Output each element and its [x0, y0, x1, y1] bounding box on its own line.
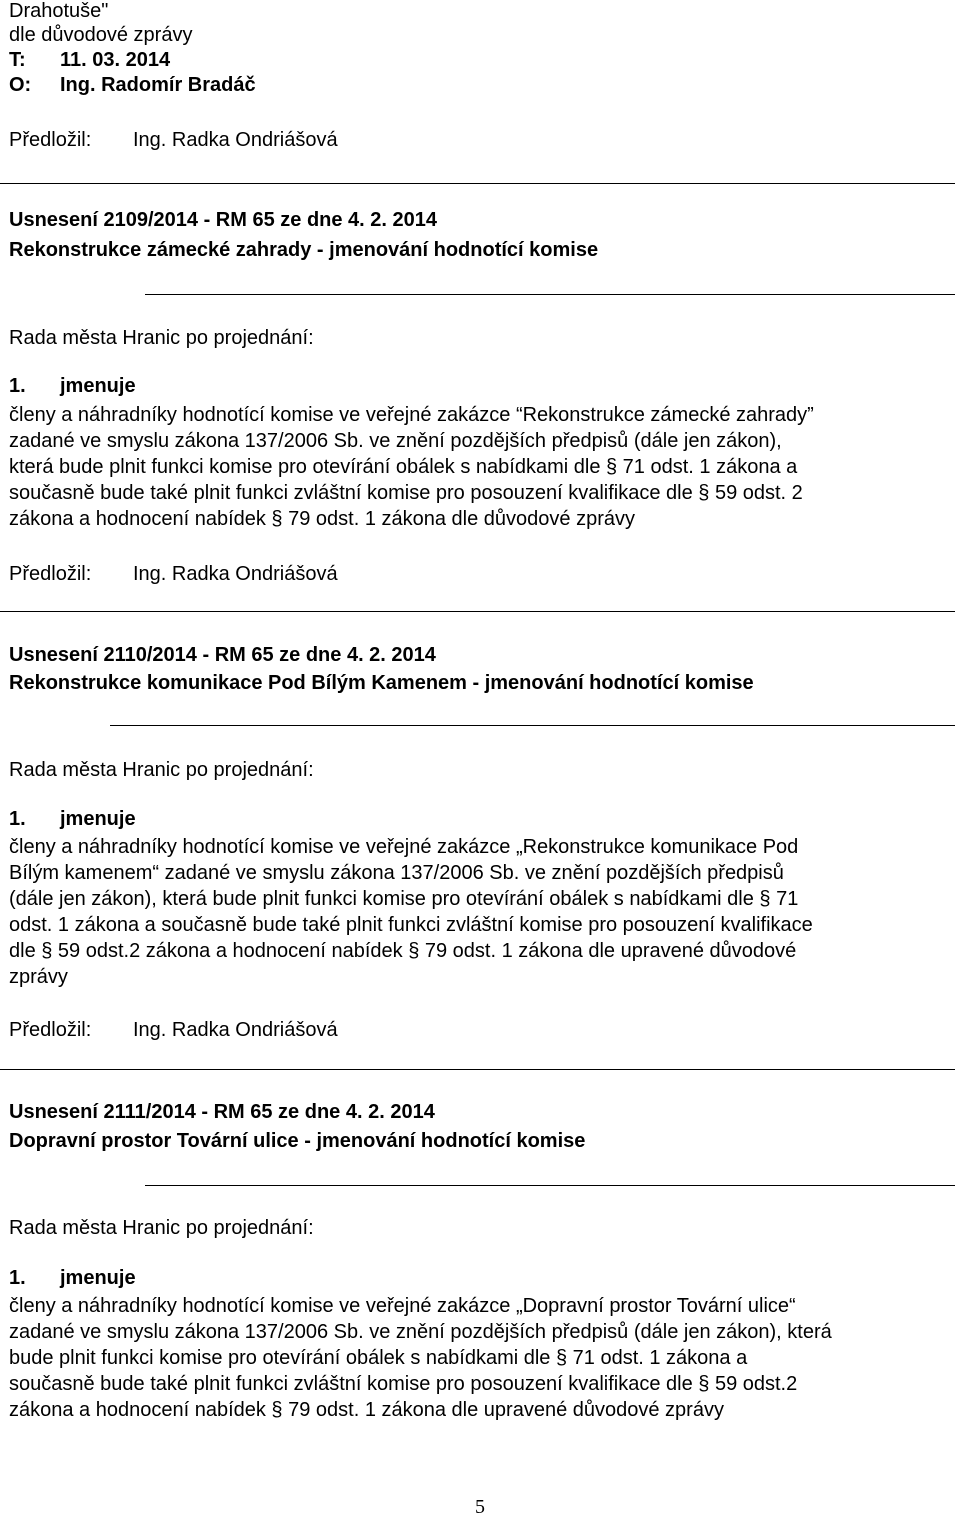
- divider: [0, 183, 955, 184]
- text-line: současně bude také plnit funkci zvláštní komise pro posouzení kvalifikace dle § 59 odst. 2: [9, 482, 803, 504]
- resolution-number: Usnesení 2111/2014 - RM 65 ze dne 4. 2. 2014: [9, 1101, 435, 1123]
- submitted-by-row: [9, 561, 338, 587]
- text-line: zprávy: [9, 966, 68, 988]
- text-line: současně bude také plnit funkci zvláštní komise pro posouzení kvalifikace dle § 59 odst.2: [9, 1373, 798, 1395]
- resolution-title: Rekonstrukce komunikace Pod Bílým Kamenem - jmenování hodnotící komise: [9, 672, 754, 694]
- resolution-title: Rekonstrukce zámecké zahrady - jmenování hodnotící komise: [9, 239, 599, 261]
- resolution-number: Usnesení 2109/2014 - RM 65 ze dne 4. 2. 2014: [9, 209, 438, 231]
- deadline-label: T:: [9, 49, 26, 71]
- point-number: 1.: [9, 808, 26, 830]
- divider: [0, 611, 955, 612]
- submitted-by-row: [9, 127, 338, 153]
- submitted-by-label: Předložil:: [9, 129, 92, 151]
- divider: [110, 725, 955, 726]
- divider: [145, 1185, 955, 1186]
- text-line: zákona a hodnocení nabídek § 79 odst. 1 zákona dle důvodové zprávy: [9, 508, 636, 530]
- resolution-title: Dopravní prostor Tovární ulice - jmenování hodnotící komise: [9, 1130, 586, 1152]
- resolution-number: Usnesení 2110/2014 - RM 65 ze dne 4. 2. 2014: [9, 644, 436, 666]
- submitted-by-row: [9, 1017, 338, 1043]
- text-line: Bílým kamenem“ zadané ve smyslu zákona 137/2006 Sb. ve znění pozdějších předpisů: [9, 862, 784, 884]
- text-line: členy a náhradníky hodnotící komise ve veřejné zakázce „Dopravní prostor Tovární ulice“: [9, 1295, 796, 1317]
- point-verb: jmenuje: [60, 1267, 136, 1289]
- text-line: zadané ve smyslu zákona 137/2006 Sb. ve znění pozdějších předpisů (dále jen zákon), která: [9, 1321, 832, 1343]
- point-heading: [9, 373, 136, 399]
- point-number: 1.: [9, 375, 26, 397]
- resolution-text: [9, 834, 954, 990]
- text-line: zadané ve smyslu zákona 137/2006 Sb. ve znění pozdějších předpisů (dále jen zákon),: [9, 430, 782, 452]
- submitted-by-value: Ing. Radka Ondriášová: [133, 129, 338, 151]
- text-line: Drahotuše": [9, 0, 109, 22]
- responsible-value: Ing. Radomír Bradáč: [60, 74, 256, 96]
- council-intro: Rada města Hranic po projednání:: [9, 1217, 314, 1239]
- point-verb: jmenuje: [60, 375, 136, 397]
- text-line: členy a náhradníky hodnotící komise ve veřejné zakázce “Rekonstrukce zámecké zahrady”: [9, 404, 814, 426]
- divider: [0, 1069, 955, 1070]
- text-line: (dále jen zákon), která bude plnit funkci komise pro otevírání obálek s nabídkami dle § 71: [9, 888, 799, 910]
- deadline-row: [9, 47, 170, 73]
- point-heading: [9, 806, 136, 832]
- text-line: zákona a hodnocení nabídek § 79 odst. 1 zákona dle upravené důvodové zprávy: [9, 1399, 724, 1421]
- resolution-text: [9, 402, 954, 532]
- submitted-by-label: Předložil:: [9, 563, 92, 585]
- resolution-text: [9, 1293, 954, 1423]
- text-line: dle důvodové zprávy: [9, 24, 193, 46]
- submitted-by-value: Ing. Radka Ondriášová: [133, 563, 338, 585]
- council-intro: Rada města Hranic po projednání:: [9, 327, 314, 349]
- text-line: dle § 59 odst.2 zákona a hodnocení nabídek § 79 odst. 1 zákona dle upravené důvodové: [9, 940, 797, 962]
- submitted-by-value: Ing. Radka Ondriášová: [133, 1019, 338, 1041]
- point-verb: jmenuje: [60, 808, 136, 830]
- deadline-value: 11. 03. 2014: [60, 49, 171, 71]
- text-line: členy a náhradníky hodnotící komise ve veřejné zakázce „Rekonstrukce komunikace Pod: [9, 836, 799, 858]
- point-number: 1.: [9, 1267, 26, 1289]
- submitted-by-label: Předložil:: [9, 1019, 92, 1041]
- divider: [145, 294, 955, 295]
- point-heading: [9, 1265, 136, 1291]
- text-line: odst. 1 zákona a současně bude také plnit funkci zvláštní komise pro posouzení kvalifikace: [9, 914, 813, 936]
- page-number: 5: [475, 1496, 485, 1518]
- text-line: bude plnit funkci komise pro otevírání obálek s nabídkami dle § 71 odst. 1 zákona a: [9, 1347, 748, 1369]
- responsible-row: [9, 72, 256, 98]
- text-line: která bude plnit funkci komise pro otevírání obálek s nabídkami dle § 71 odst. 1 zákona a: [9, 456, 798, 478]
- council-intro: Rada města Hranic po projednání:: [9, 759, 314, 781]
- responsible-label: O:: [9, 74, 32, 96]
